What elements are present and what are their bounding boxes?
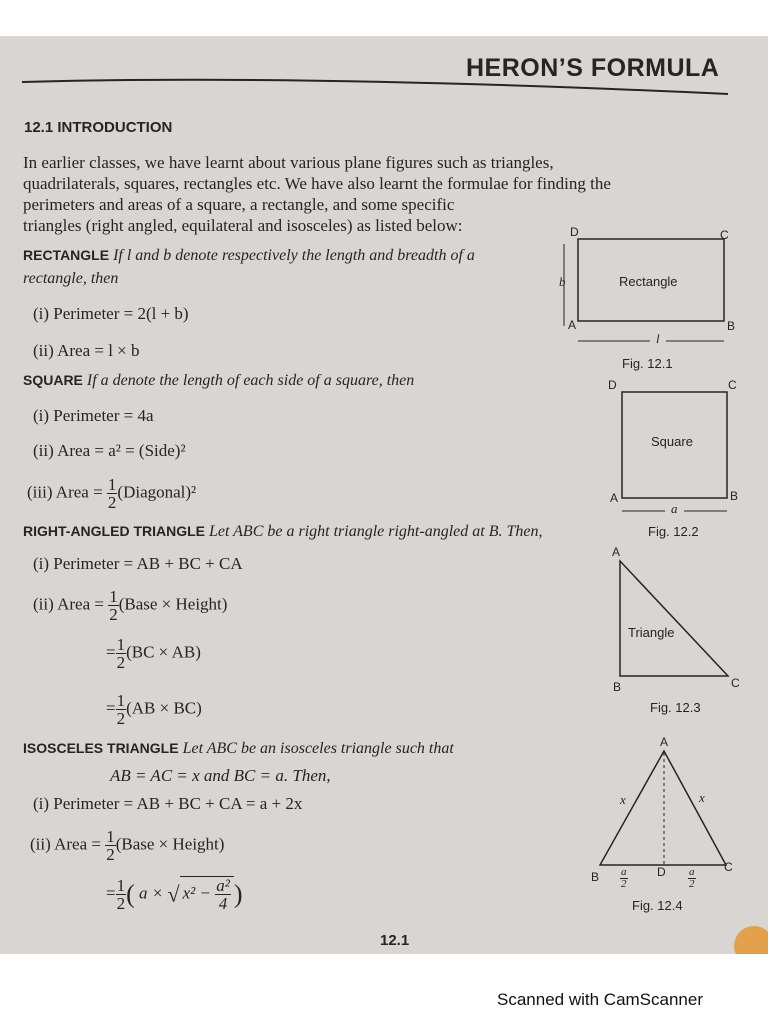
square-area-diagonal: (iii) Area = $\frac{1}{2}$ (Diagonal)² xyxy=(27,475,197,512)
square-definition xyxy=(23,372,414,390)
fig4-label-x-right: x xyxy=(699,790,705,805)
right-triangle-area-3: = $\frac{1}{2}$ (AB × BC) xyxy=(106,691,202,728)
fig4-half-base-left: $\frac{a}{2}$ xyxy=(621,866,627,890)
figure-12-1-rectangle xyxy=(552,226,742,376)
fig3-caption: Fig. 12.3 xyxy=(650,700,701,715)
isosceles-triangle-shape xyxy=(600,751,726,865)
fig3-name: Triangle xyxy=(628,625,675,640)
figure-12-2-square xyxy=(610,381,740,521)
fig1-label-D: D xyxy=(570,225,579,239)
right-triangle-heading: RIGHT-ANGLED TRIANGLE xyxy=(23,523,205,539)
fig2-label-A: A xyxy=(610,491,619,505)
fig4-caption: Fig. 12.4 xyxy=(632,898,683,913)
fig2-caption: Fig. 12.2 xyxy=(648,524,699,539)
fig1-label-b: b xyxy=(559,274,566,289)
isosceles-area-2: = $\frac{1}{2}$ ( a × √ x² − $\frac{\text{a²}}{4}$ ) xyxy=(106,876,243,913)
fig4-label-C: C xyxy=(724,860,733,874)
fig3-label-B: B xyxy=(613,680,622,694)
isosceles-desc-1: Let ABC be an isosceles triangle such that xyxy=(182,740,454,757)
intro-line-2: quadrilaterals, squares, rectangles etc. We have also learnt the formulae for finding the xyxy=(23,174,611,193)
fig4-label-A: A xyxy=(660,735,669,749)
thumb-edge xyxy=(734,926,768,954)
rectangle-desc-1: If l and b denote respectively the length and breadth of a xyxy=(113,247,475,264)
right-triangle-area-2: = $\frac{1}{2}$ (BC × AB) xyxy=(106,635,201,672)
fig4-half-base-right: $\frac{a}{2}$ xyxy=(689,866,695,890)
fig4-label-D: D xyxy=(657,865,666,879)
fig3-label-C: C xyxy=(731,676,740,690)
fig1-name: Rectangle xyxy=(619,274,678,289)
square-heading: SQUARE xyxy=(23,372,83,388)
header-rule xyxy=(0,36,768,106)
intro-line-4: triangles (right angled, equilateral and isosceles) as listed below: xyxy=(23,216,463,235)
isosceles-heading: ISOSCELES TRIANGLE xyxy=(23,740,179,756)
rectangle-desc-2: rectangle, then xyxy=(23,270,119,287)
rectangle-area: (ii) Area = l × b xyxy=(33,341,140,360)
intro-line-3: perimeters and areas of a square, a rectangle, and some specific xyxy=(23,195,455,214)
fig1-label-B: B xyxy=(727,319,736,333)
isosceles-definition xyxy=(23,740,454,758)
page-number: 12.1 xyxy=(380,932,410,949)
right-triangle-desc: Let ABC be a right triangle right-angled at B. Then, xyxy=(209,523,543,540)
isosceles-area-1: (ii) Area = $\frac{1}{2}$ (Base × Height) xyxy=(30,827,225,864)
fig1-label-l: l xyxy=(650,331,666,347)
fig4-label-x-left: x xyxy=(620,792,626,807)
fig2-label-a: a xyxy=(665,501,684,517)
rectangle-heading: RECTANGLE xyxy=(23,247,110,263)
fig1-caption: Fig. 12.1 xyxy=(622,356,673,371)
section-heading: 12.1 INTRODUCTION xyxy=(24,119,173,136)
right-triangle-definition xyxy=(23,523,542,541)
fig4-label-B: B xyxy=(591,870,600,884)
square-desc: If a denote the length of each side of a square, then xyxy=(86,372,415,389)
square-perimeter: (i) Perimeter = 4a xyxy=(33,406,154,425)
figure-12-4-isosceles xyxy=(590,741,740,871)
fig3-label-A: A xyxy=(612,545,621,559)
right-triangle-shape xyxy=(620,561,728,676)
fig1-label-C: C xyxy=(720,228,729,242)
intro-line-1: In earlier classes, we have learnt about various plane figures such as triangles, xyxy=(23,153,554,172)
square-area: (ii) Area = a² = (Side)² xyxy=(33,441,186,460)
right-triangle-perimeter: (i) Perimeter = AB + BC + CA xyxy=(33,554,243,573)
fig2-label-B: B xyxy=(730,489,739,503)
rectangle-definition xyxy=(23,247,475,265)
chapter-title: HERON’S FORMULA xyxy=(466,54,720,82)
camscanner-watermark: Scanned with CamScanner xyxy=(497,990,704,1009)
fig2-label-C: C xyxy=(728,378,737,392)
fig2-name: Square xyxy=(651,434,693,449)
figure-12-3-triangle xyxy=(610,551,740,686)
fig1-label-A: A xyxy=(568,318,577,332)
rectangle-perimeter: (i) Perimeter = 2(l + b) xyxy=(33,304,189,323)
isosceles-perimeter: (i) Perimeter = AB + BC + CA = a + 2x xyxy=(33,794,303,813)
isosceles-desc-2: AB = AC = x and BC = a. Then, xyxy=(110,766,331,785)
fig2-label-D: D xyxy=(608,378,617,392)
scanned-page xyxy=(0,36,768,954)
right-triangle-area-1: (ii) Area = $\frac{1}{2}$ (Base × Height) xyxy=(33,587,228,624)
